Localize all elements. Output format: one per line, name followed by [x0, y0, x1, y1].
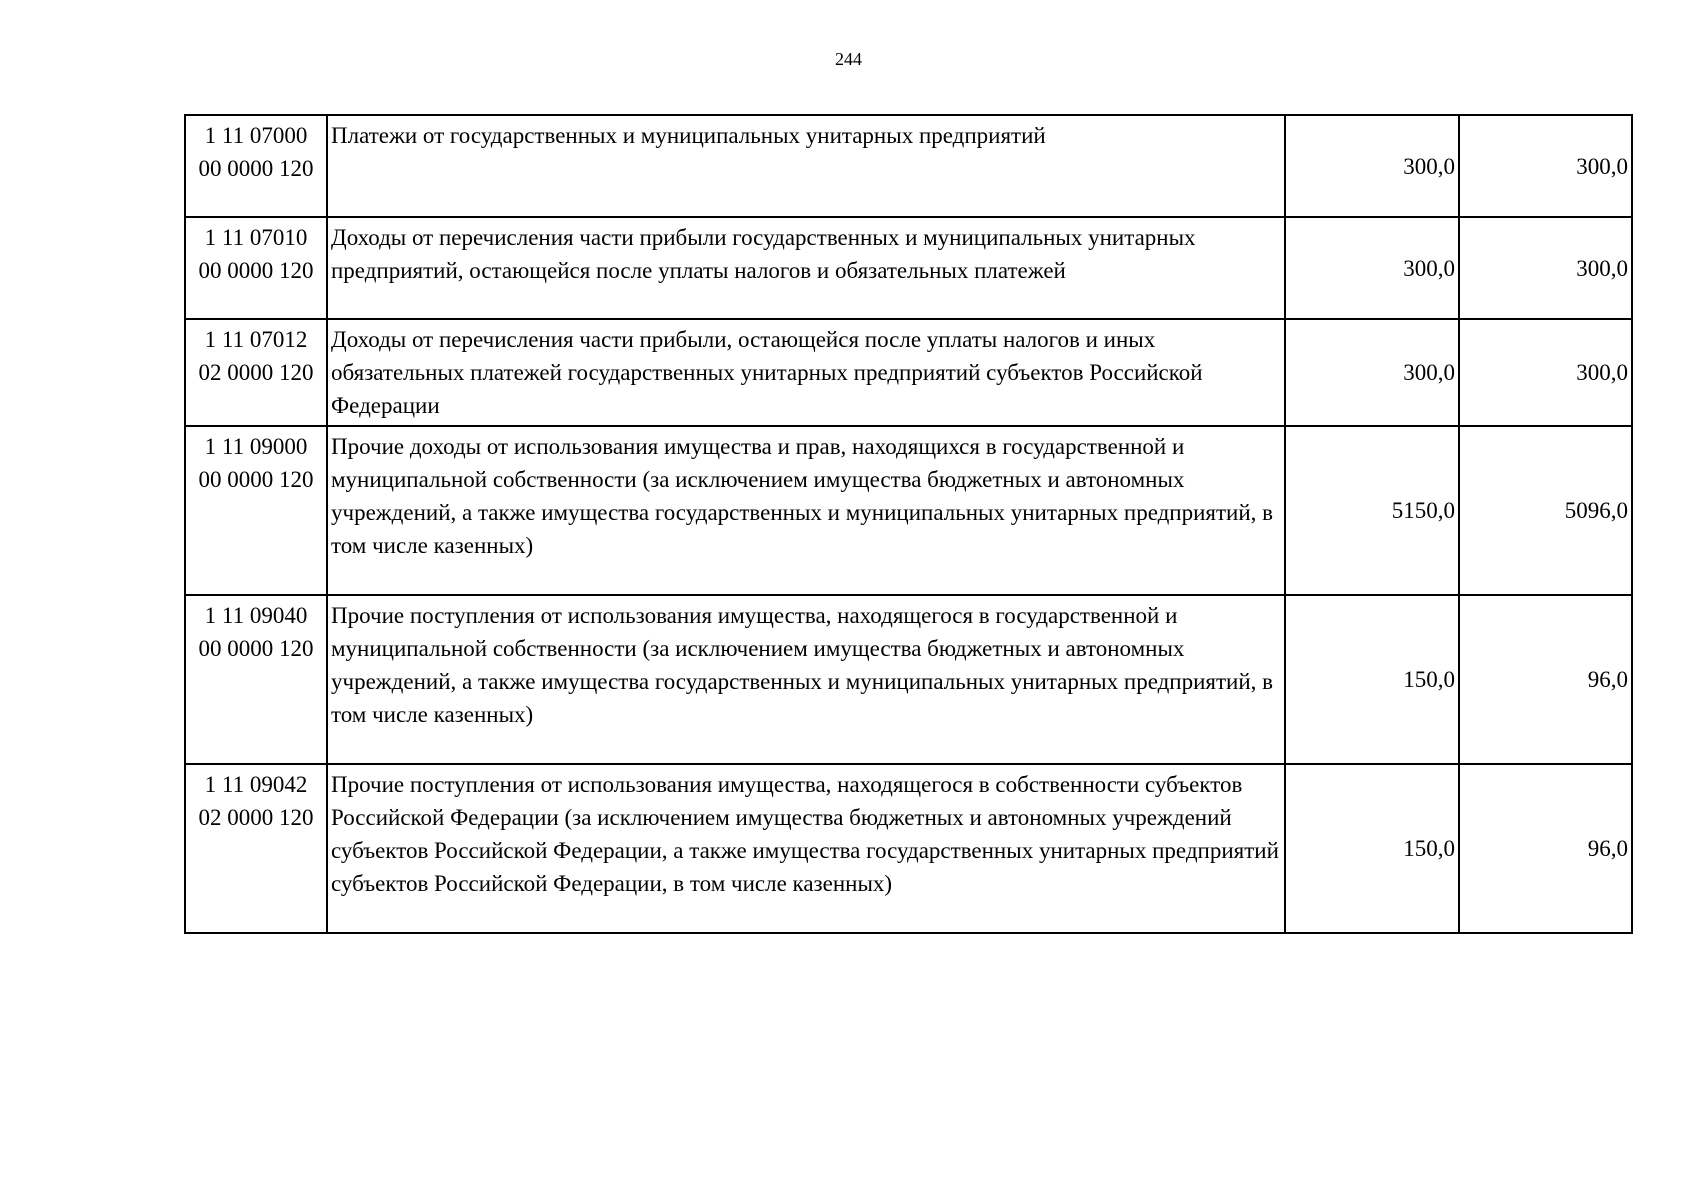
- value-cell: 5096,0: [1459, 426, 1632, 595]
- code-line: 00 0000 120: [198, 258, 314, 283]
- value-cell: 300,0: [1285, 217, 1459, 319]
- table-row: [185, 319, 1632, 426]
- budget-code-cell: [185, 319, 327, 426]
- budget-code-cell: [185, 426, 327, 595]
- revenue-name-cell: Доходы от перечисления части прибыли, остающейся после уплаты налогов и иных обязательных платежей государственных унитарных предприятий субъектов Российской Федерации: [327, 319, 1285, 426]
- revenue-name-cell: Прочие доходы от использования имущества и прав, находящихся в государственной и муниципальной собственности (за исключением имущества бюджетных и автономных учреждений, а также имущества государственных и муниципальных унитарных предприятий, в том числе казенных): [327, 426, 1285, 595]
- code-line: 00 0000 120: [198, 156, 314, 181]
- revenue-name-cell: Прочие поступления от использования имущества, находящегося в государственной и муниципальной собственности (за исключением имущества бюджетных и автономных учреждений, а также имущества государственных и муниципальных унитарных предприятий, в том числе казенных): [327, 595, 1285, 764]
- code-line: 1 11 07000: [204, 123, 308, 148]
- code-line: 1 11 09042: [204, 772, 308, 797]
- code-line: 1 11 09040: [204, 603, 308, 628]
- revenue-name-cell: Доходы от перечисления части прибыли государственных и муниципальных унитарных предприятий, остающейся после уплаты налогов и обязательных платежей: [327, 217, 1285, 319]
- value-cell: 150,0: [1285, 595, 1459, 764]
- budget-revenue-table: [184, 114, 1633, 934]
- table-row: [185, 426, 1632, 595]
- value-cell: 300,0: [1459, 115, 1632, 217]
- code-line: 00 0000 120: [198, 467, 314, 492]
- code-line: 02 0000 120: [198, 805, 314, 830]
- table-row: [185, 595, 1632, 764]
- value-cell: 96,0: [1459, 595, 1632, 764]
- budget-code-cell: [185, 595, 327, 764]
- revenue-name-cell: Платежи от государственных и муниципальных унитарных предприятий: [327, 115, 1285, 217]
- table-row: [185, 115, 1632, 217]
- budget-code-cell: [185, 217, 327, 319]
- value-cell: 5150,0: [1285, 426, 1459, 595]
- value-cell: 150,0: [1285, 764, 1459, 933]
- table-row: [185, 217, 1632, 319]
- code-line: 02 0000 120: [198, 360, 314, 385]
- table-row: [185, 764, 1632, 933]
- code-line: 00 0000 120: [198, 636, 314, 661]
- value-cell: 96,0: [1459, 764, 1632, 933]
- value-cell: 300,0: [1285, 319, 1459, 426]
- code-line: 1 11 07012: [204, 327, 308, 352]
- value-cell: 300,0: [1285, 115, 1459, 217]
- budget-code-cell: [185, 764, 327, 933]
- value-cell: 300,0: [1459, 319, 1632, 426]
- code-line: 1 11 07010: [204, 225, 308, 250]
- revenue-name-cell: Прочие поступления от использования имущества, находящегося в собственности субъектов Российской Федерации (за исключением имущества бюджетных и автономных учреждений субъектов Российской Федерации, а также имущества государственных унитарных предприятий субъектов Российской Федерации, в том числе казенных): [327, 764, 1285, 933]
- page-number: 244: [835, 49, 862, 69]
- value-cell: 300,0: [1459, 217, 1632, 319]
- code-line: 1 11 09000: [204, 434, 308, 459]
- budget-code-cell: [185, 115, 327, 217]
